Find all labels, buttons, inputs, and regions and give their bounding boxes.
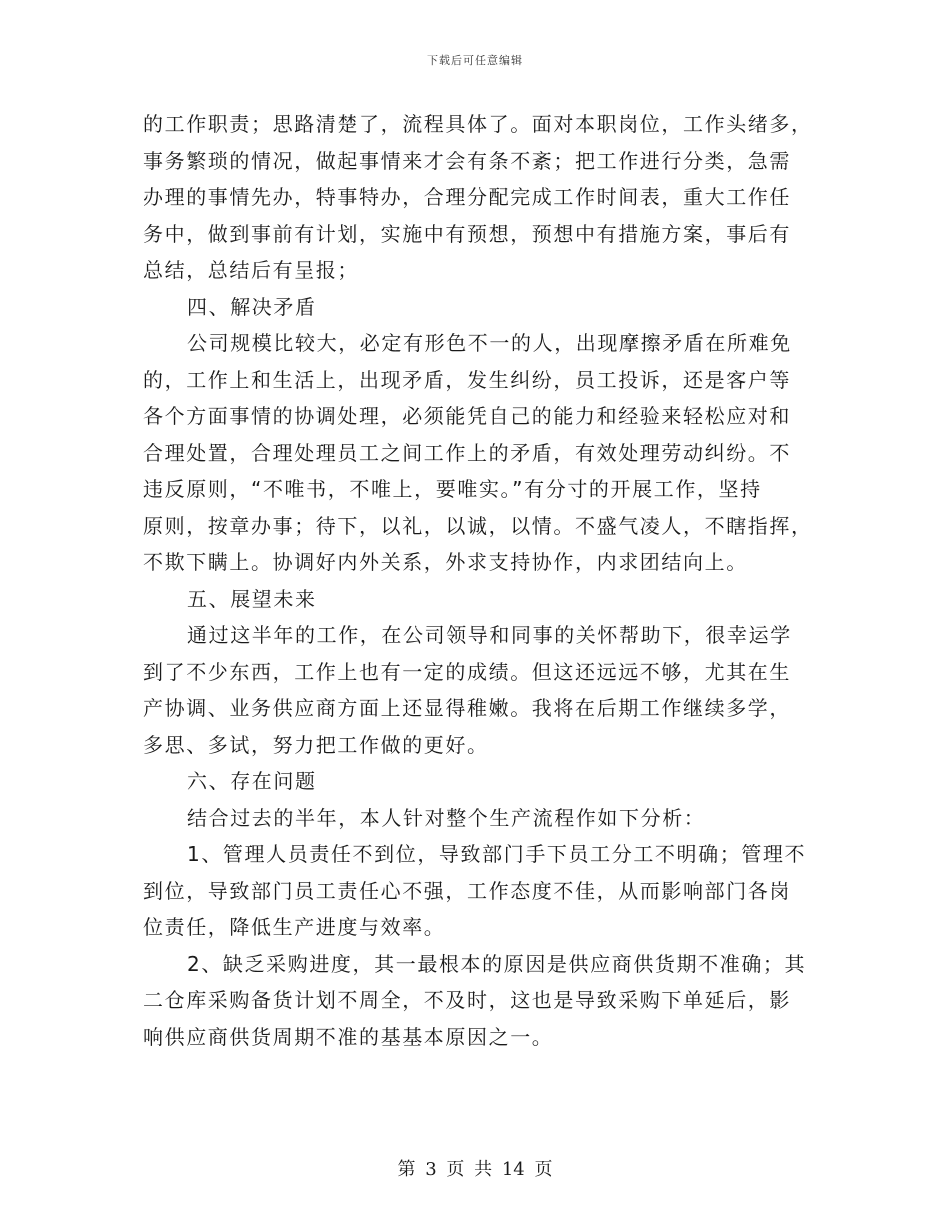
paragraph-line: 务中，做到事前有计划，实施中有预想，预想中有措施方案，事后有 (143, 221, 791, 246)
paragraph-line: 公司规模比较大，必定有形色不一的人，出现摩擦矛盾在所难免 (187, 331, 792, 355)
section-heading: 六、存在问题 (187, 769, 317, 793)
paragraph-line: 的，工作上和生活上，出现矛盾，发生纠纷，员工投诉，还是客户等 (143, 367, 791, 392)
paragraph-line: 总结，总结后有呈报； (143, 258, 359, 282)
paragraph-line: 多思、多试，努力把工作做的更好。 (143, 732, 489, 757)
page-number-footer: 第 3 页 共 14 页 (397, 1159, 553, 1180)
paragraph-line: 到位，导致部门员工责任心不强，工作态度不佳，从而影响部门各岗 (143, 878, 791, 903)
paragraph-line: 二仓库采购备货计划不周全，不及时，这也是导致采购下单延后，影 (143, 988, 791, 1012)
section-heading: 四、解决矛盾 (187, 294, 317, 319)
paragraph-line: 2、缺乏采购进度，其一最根本的原因是供应商供货期不准确；其 (187, 951, 807, 976)
paragraph-line: 结合过去的半年，本人针对整个生产流程作如下分析： (187, 805, 706, 830)
paragraph-line: 产协调、业务供应商方面上还显得稚嫩。我将在后期工作继续多学， (143, 696, 791, 720)
paragraph-line: 违反原则，“不唯书，不唯上，要唯实。”有分寸的开展工作，坚持 (143, 477, 762, 501)
section-heading: 五、展望未来 (187, 586, 317, 611)
page-header: 下载后可任意编辑 (427, 54, 523, 67)
paragraph-line: 位责任，降低生产进度与效率。 (143, 915, 446, 939)
paragraph-line: 的工作职责；思路清楚了，流程具体了。面对本职岗位，工作头绪多， (143, 112, 813, 136)
document-body (143, 106, 813, 1055)
paragraph-line: 1、管理人员责任不到位，导致部门手下员工分工不明确；管理不 (187, 842, 807, 866)
paragraph-line: 事务繁琐的情况，做起事情来才会有条不紊；把工作进行分类，急需 (143, 148, 791, 173)
paragraph-line: 办理的事情先办，特事特办，合理分配完成工作时间表，重大工作任 (143, 185, 791, 209)
paragraph-line: 合理处置，合理处理员工之间工作上的矛盾，有效处理劳动纠纷。不 (143, 440, 791, 465)
paragraph-line: 通过这半年的工作，在公司领导和同事的关怀帮助下，很幸运学 (187, 623, 792, 647)
paragraph-line: 响供应商供货周期不准的基基本原因之一。 (143, 1024, 554, 1049)
paragraph-line: 各个方面事情的协调处理，必须能凭自己的能力和经验来轻松应对和 (143, 404, 791, 428)
paragraph-line: 到了不少东西，工作上也有一定的成绩。但这还远远不够，尤其在生 (143, 659, 791, 684)
paragraph-line: 不欺下瞒上。协调好内外关系，外求支持协作，内求团结向上。 (143, 550, 748, 574)
paragraph-line: 原则，按章办事；待下，以礼，以诚，以情。不盛气凌人，不瞎指挥， (143, 513, 813, 538)
